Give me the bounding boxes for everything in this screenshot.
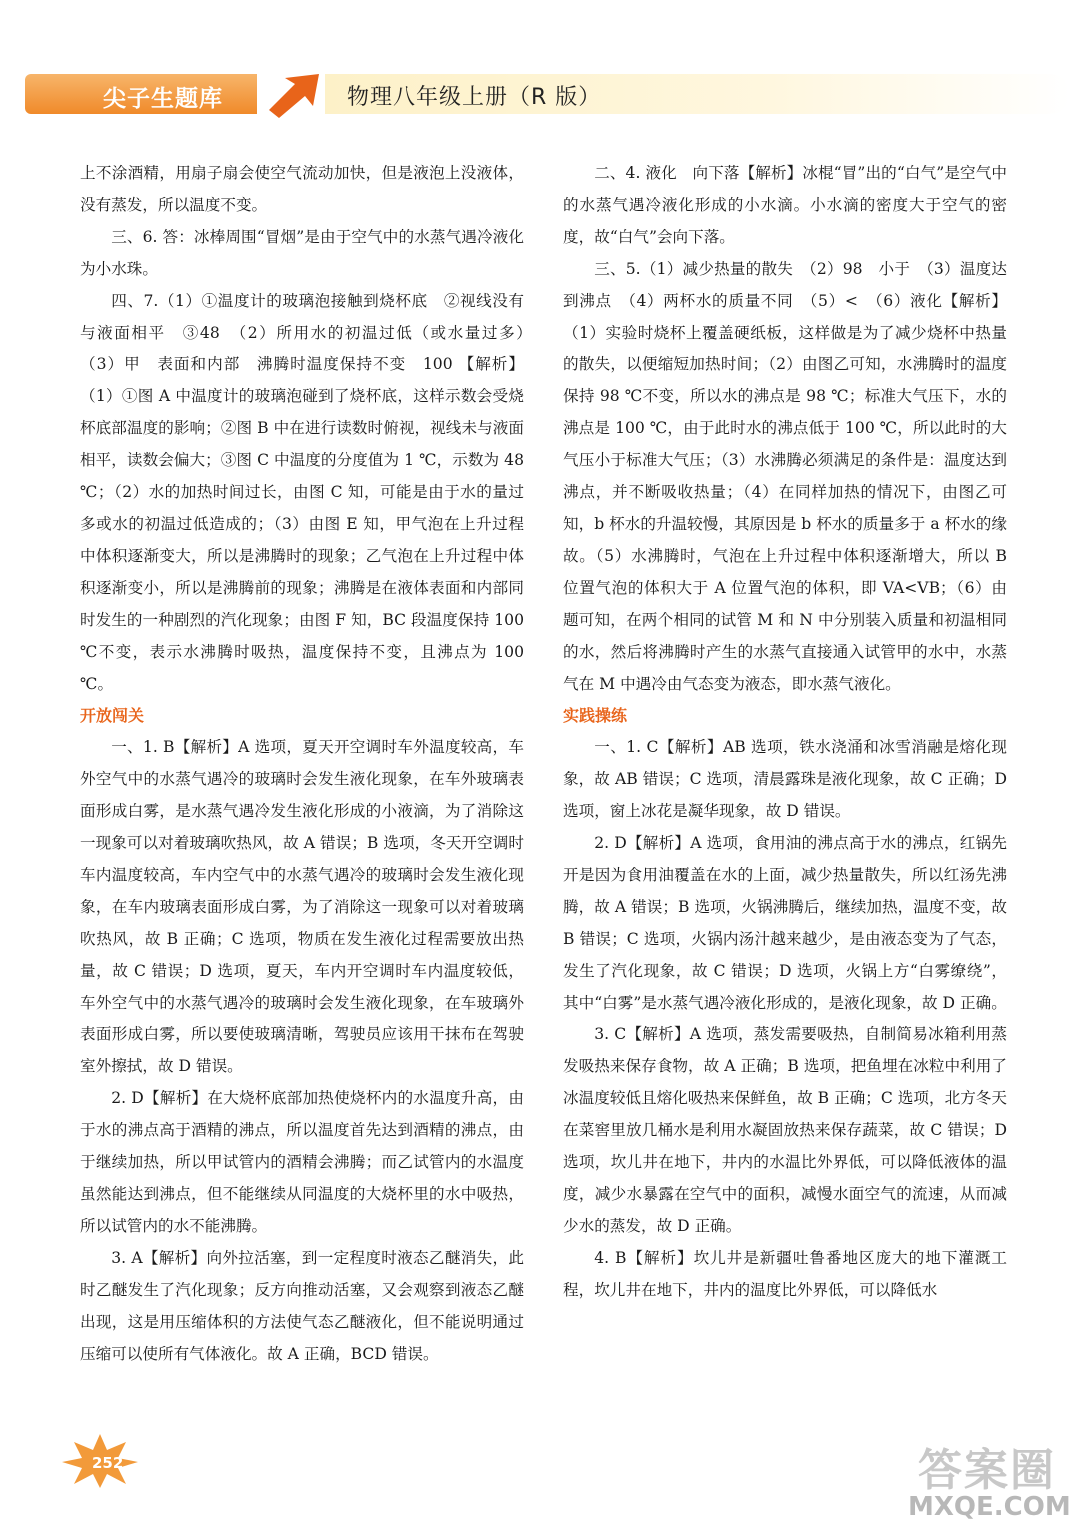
- paragraph: 4. B【解析】坎儿井是新疆吐鲁番地区庞大的地下灌溉工程，坎儿井在地下，井内的温度比外界低，可以降低水: [563, 1248, 1007, 1299]
- brand-label: 尖子生题库: [103, 86, 223, 112]
- page-header: [25, 70, 1070, 118]
- section-heading: 开放闯关: [80, 706, 145, 726]
- book-title: 物理八年级上册（R 版）: [347, 85, 602, 110]
- section-heading: 实践操练: [563, 706, 628, 726]
- paragraph: 上不涂酒精，用扇子扇会使空气流动加快，但是液泡上没液体，没有蒸发，所以温度不变。: [80, 164, 524, 214]
- paragraph: 一、1. B【解析】A 选项，夏天开空调时车外温度较高，车外空气中的水蒸气遇冷的玻璃时会发生液化现象，在车外玻璃表面形成白雾，是水蒸气遇冷发生液化形成的小液滴，为了消除这一现象可以对着玻璃吹热风，故 A 错误；B 选项，冬天开空调时车内温度较高，车内空气中的水蒸气遇冷的玻璃时会发生液化现象，在车内玻璃表面形成白雾，为了消除这一现象可以对着玻璃吹热风，故 B 正确；C 选项，物质在发生液化过程需要放出热量，故 C 错误；D 选项，夏天，车内开空调时车内温度较低，车外空气中的水蒸气遇冷的玻璃时会发生液化现象，在车玻璃外表面形成白雾，所以要使玻璃清晰，驾驶员应该用干抹布在驾驶室外擦拭，故 D 错误。: [80, 738, 524, 1076]
- paragraph: 三、5.（1）减少热量的散失 （2）98 小于 （3）温度达到沸点 （4）两杯水的质量不同 （5）< （6）液化【解析】（1）实验时烧杯上覆盖硬纸板，这样做是为了减少烧杯中热量的散失，以便缩短加热时间；（2）由图乙可知，水沸腾时的温度保持 98 ℃不变，所以水的沸点是 98 ℃；标准大气压下，水的沸点是 100 ℃，由于此时水的沸点低于 100 ℃，所以此时的大气压小于标准大气压；（3）水沸腾必须满足的条件是：温度达到沸点，并不断吸收热量；（4）在同样加热的情况下，由图乙可知，b 杯水的升温较慢，其原因是 b 杯水的质量多于 a 杯水的缘故。（5）水沸腾时，气泡在上升过程中体积逐渐增大，所以 B 位置气泡的体积大于 A 位置气泡的体积，即 VA<VB；（6）由题可知，在两个相同的试管 M 和 N 中分别装入质量和初温相同的水，然后将沸腾时产生的水蒸气直接通入试管甲的水中，水蒸气在 M 中遇冷由气态变为液态，即水蒸气液化。: [563, 259, 1007, 693]
- arrow-icon: [261, 70, 331, 118]
- watermark-title: 答案圈: [918, 1445, 1056, 1496]
- paragraph: 3. C【解析】A 选项，蒸发需要吸热，自制简易冰箱利用蒸发吸热来保存食物，故 A 正确；B 选项，把鱼埋在冰粒中利用了冰温度较低且熔化吸热来保鲜鱼，故 B 正确；C 选项，北方冬天在菜窖里放几桶水是利用水凝固放热来保存蔬菜，故 C 错误；D 选项，坎儿井在地下，井内的水温比外界低，可以降低液体的温度，减少水暴露在空气中的面积，减慢水面空气的流速，从而减少水的蒸发，故 D 正确。: [563, 1025, 1007, 1235]
- watermark-url: MXQE.COM: [908, 1492, 1071, 1522]
- paragraph: 2. D【解析】A 选项，食用油的沸点高于水的沸点，红锅先开是因为食用油覆盖在水的上面，减少热量散失，所以红汤先沸腾，故 A 错误；B 选项，火锅沸腾后，继续加热，温度不变，故 B 错误；C 选项，火锅内汤汁越来越少，是由液态变为了气态，发生了汽化现象，故 C 错误；D 选项，火锅上方“白雾缭绕”，其中“白雾”是水蒸气遇冷液化形成的，是液化现象，故 D 正确。: [563, 834, 1007, 1012]
- paragraph: 2. D【解析】在大烧杯底部加热使烧杯内的水温度升高，由于水的沸点高于酒精的沸点，所以温度首先达到酒精的沸点，由于继续加热，所以甲试管内的酒精会沸腾；而乙试管内的水温度虽然能达到沸点，但不能继续从同温度的大烧杯里的水中吸热，所以试管内的水不能沸腾。: [80, 1089, 524, 1235]
- page-number: 252: [92, 1454, 124, 1472]
- paragraph: 四、7.（1）①温度计的玻璃泡接触到烧杯底 ②视线没有与液面相平 ③48 （2）所用水的初温过低（或水量过多） （3）甲 表面和内部 沸腾时温度保持不变 100 【解析】（1）①图 A 中温度计的玻璃泡碰到了烧杯底，这样示数会受烧杯底部温度的影响；②图 B 中在进行读数时俯视，视线未与液面相平，读数会偏大；③图 C 中温度的分度值为 1 ℃，示数为 48 ℃；（2）水的加热时间过长，由图 C 知，可能是由于水的量过多或水的初温过低造成的；（3）由图 E 知，甲气泡在上升过程中体积逐渐变大，所以是沸腾时的现象；乙气泡在上升过程中体积逐渐变小，所以是沸腾前的现象；沸腾是在液体表面和内部同时发生的一种剧烈的汽化现象；由图 F 知，BC 段温度保持 100 ℃不变，表示水沸腾时吸热，温度保持不变，且沸点为 100 ℃。: [80, 291, 540, 693]
- book-title-bar: [325, 74, 1070, 114]
- watermark-logo: [878, 1434, 1071, 1526]
- paragraph: 三、6. 答：冰棒周围“冒烟”是由于空气中的水蒸气遇冷液化为小水珠。: [80, 227, 524, 278]
- paragraph: 一、1. C【解析】AB 选项，铁水浇涌和冰雪消融是熔化现象，故 AB 错误；C 选项，清晨露珠是液化现象，故 C 正确；D 选项，窗上冰花是凝华现象，故 D 错误。: [563, 738, 1007, 821]
- brand-banner: [25, 74, 257, 114]
- paragraph: 二、4. 液化 向下落【解析】冰棍“冒”出的“白气”是空气中的水蒸气遇冷液化形成的小水滴。小水滴的密度大于空气的密度，故“白气”会向下落。: [563, 164, 1007, 246]
- right-column: [563, 158, 1007, 1307]
- left-column: [80, 158, 540, 1370]
- paragraph: 3. A【解析】向外拉活塞，到一定程度时液态乙醚消失，此时乙醚发生了汽化现象；反方向推动活塞，又会观察到液态乙醚出现，这是用压缩体积的方法使气态乙醚液化，但不能说明通过压缩可以使所有气体液化。故 A 正确，BCD 错误。: [80, 1248, 524, 1363]
